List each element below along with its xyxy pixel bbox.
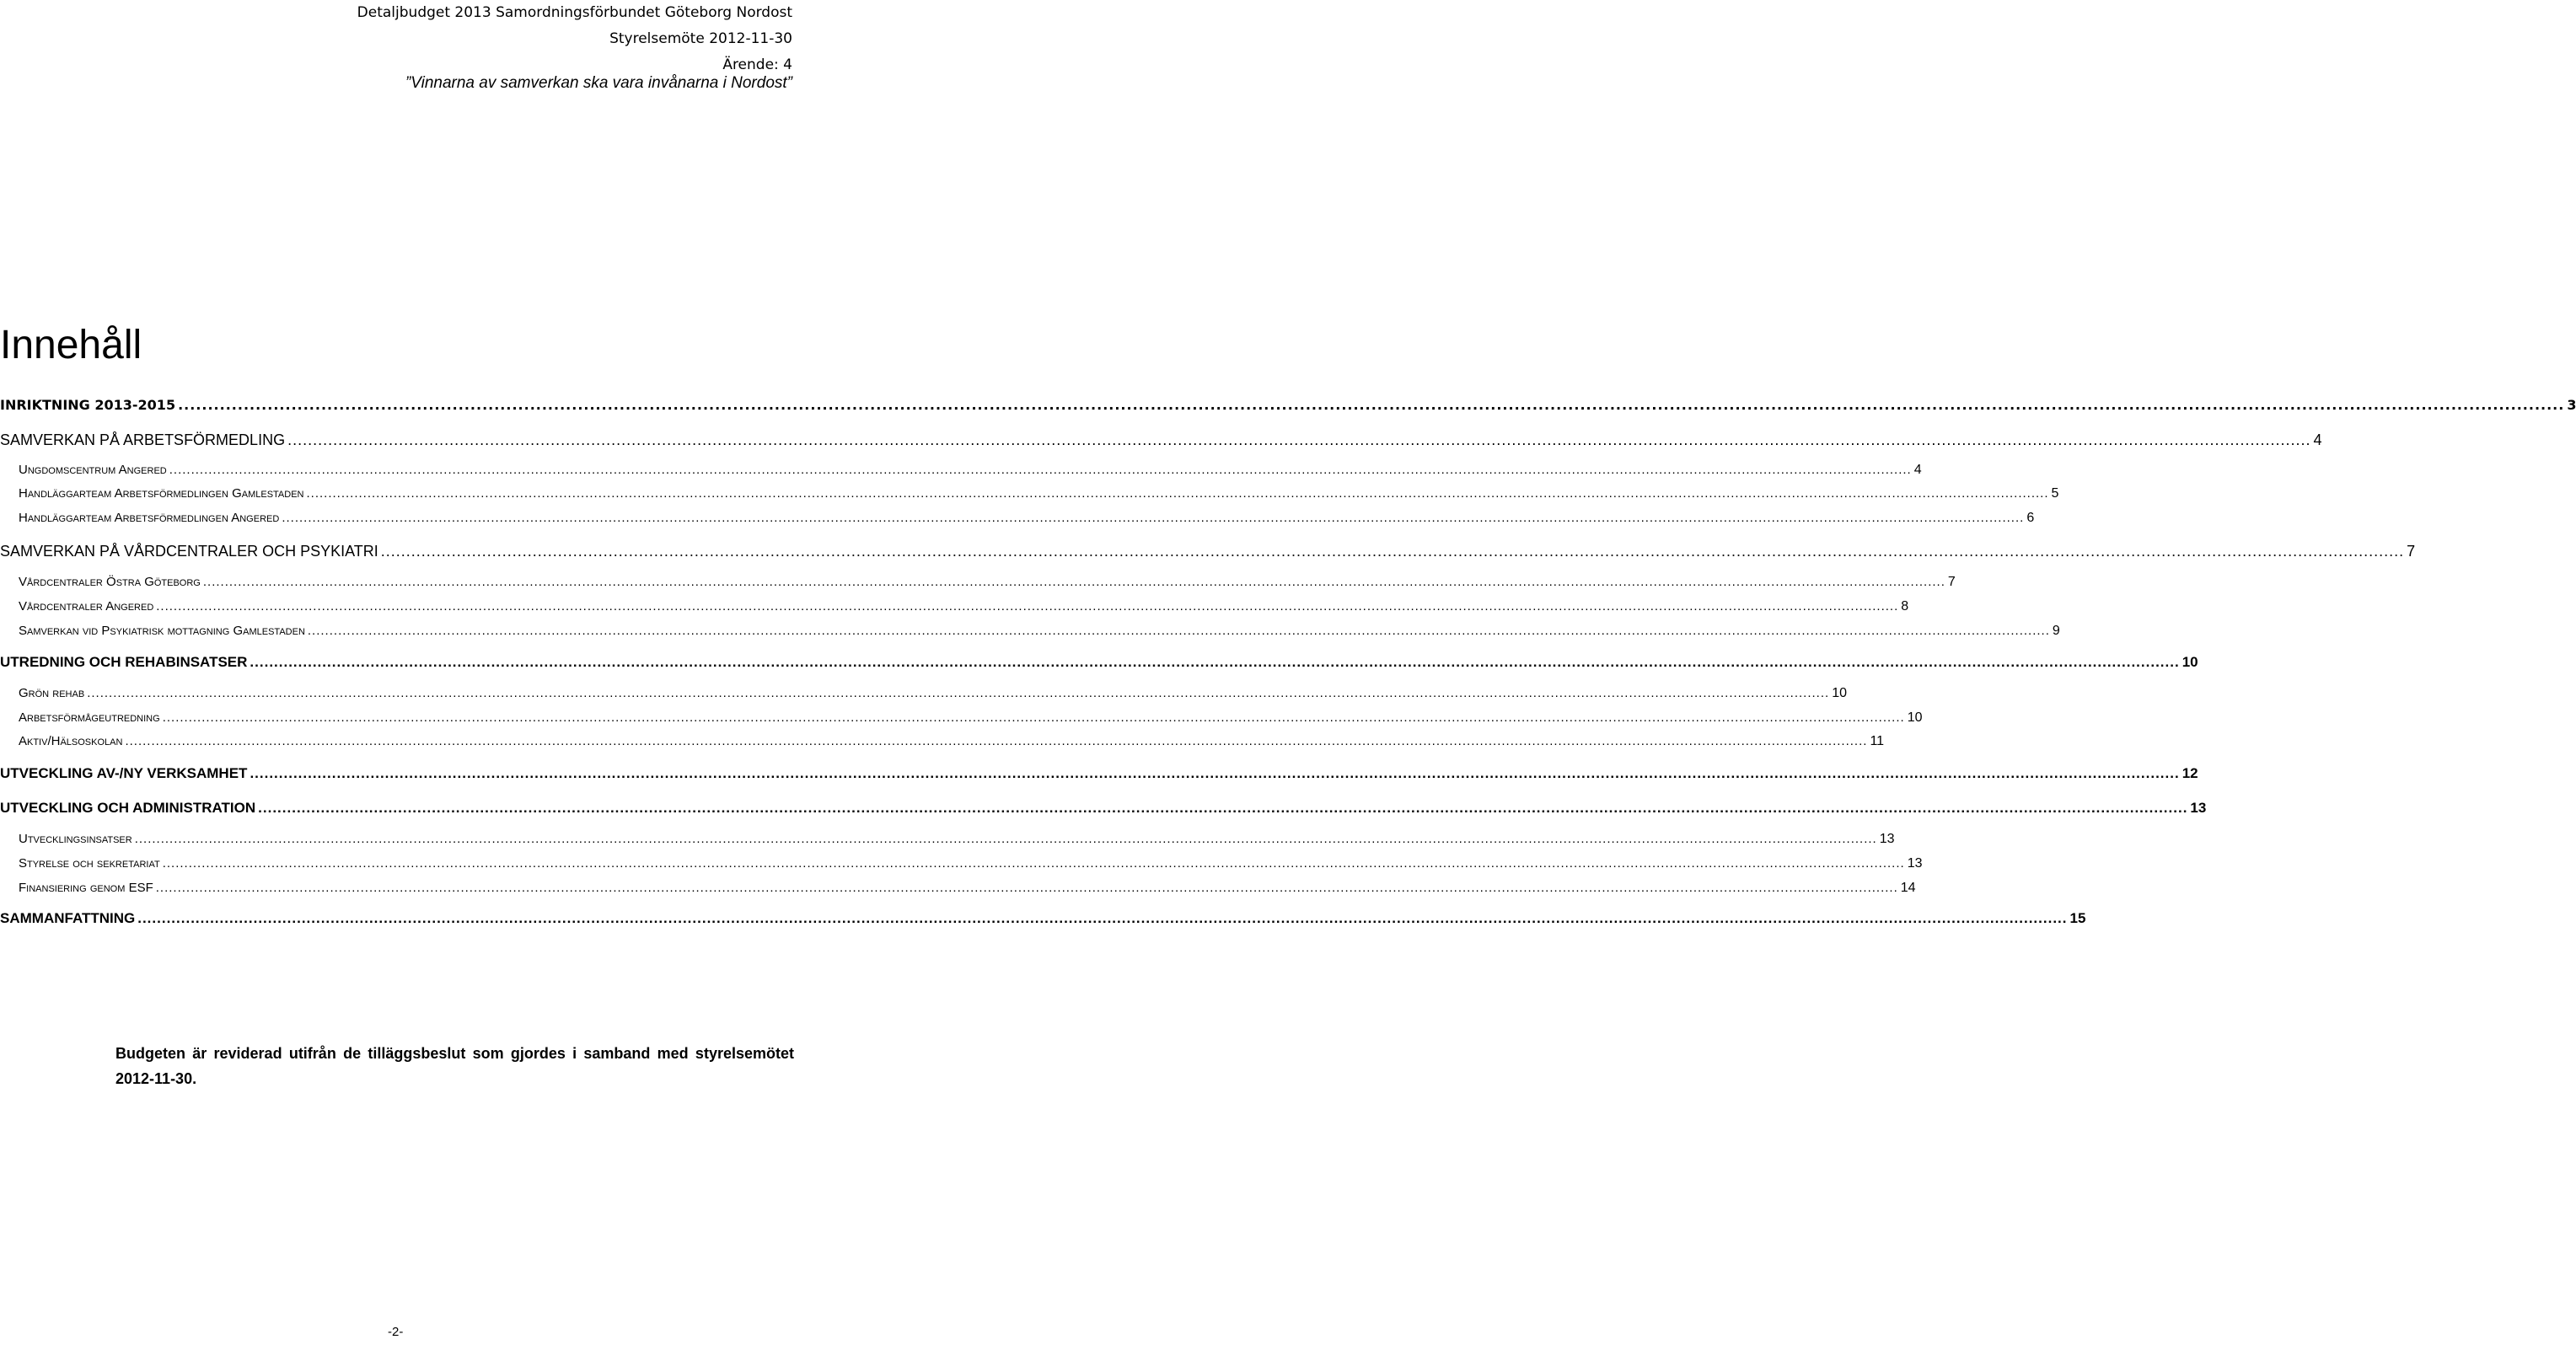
toc-entry[interactable]: UTVECKLING AV-/NY VERKSAMHET ................................................................................................................................................................................................................................................................................................................................................................................................................ 12 — [0, 765, 2198, 781]
toc-entry[interactable]: Vårdcentraler Östra Göteborg ................................................................................................................................................................................................................................................................................................................................................................................................................ 7 — [19, 575, 1956, 589]
toc-entry[interactable]: INRIKTNING 2013-2015 ................................................................................................................................................................................................................................................................................................................................................................................................................ 3 — [0, 397, 2576, 413]
header-title: Detaljbudget 2013 Samordningsförbundet Göteborg Nordost — [357, 4, 792, 21]
toc-title: Innehåll — [0, 323, 142, 367]
header-meeting: Styrelsemöte 2012-11-30 — [609, 30, 792, 47]
toc-entry[interactable]: Samverkan vid Psykiatrisk mottagning Gamlestaden ................................................................................................................................................................................................................................................................................................................................................................................................................ 9 — [19, 624, 2060, 638]
toc-entry[interactable]: UTVECKLING OCH ADMINISTRATION ................................................................................................................................................................................................................................................................................................................................................................................................................ 13 — [0, 800, 2207, 816]
toc-entry[interactable]: Utvecklingsinsatser ................................................................................................................................................................................................................................................................................................................................................................................................................ 13 — [19, 832, 1895, 846]
toc-entry[interactable]: UTREDNING OCH REHABINSATSER ................................................................................................................................................................................................................................................................................................................................................................................................................ 10 — [0, 654, 2198, 670]
toc-entry[interactable]: Ungdomscentrum Angered ................................................................................................................................................................................................................................................................................................................................................................................................................ 4 — [19, 463, 1922, 477]
toc-entry[interactable]: Vårdcentraler Angered ................................................................................................................................................................................................................................................................................................................................................................................................................ 8 — [19, 599, 1909, 614]
toc-entry[interactable]: Aktiv/Hälsoskolan ................................................................................................................................................................................................................................................................................................................................................................................................................ 11 — [19, 734, 1885, 748]
page-number: -2- — [388, 1325, 404, 1339]
toc-entry[interactable]: SAMVERKAN PÅ VÅRDCENTRALER OCH PSYKIATRI ................................................................................................................................................................................................................................................................................................................................................................................................................ 7 — [0, 543, 2416, 560]
toc-entry[interactable]: SAMMANFATTNING ................................................................................................................................................................................................................................................................................................................................................................................................................ 15 — [0, 910, 2086, 926]
revision-note: Budgeten är reviderad utifrån de tilläggsbeslut som gjordes i samband med styrelsemötet 2012-11-30. — [115, 1045, 794, 1087]
toc-entry[interactable]: Arbetsförmågeutredning ................................................................................................................................................................................................................................................................................................................................................................................................................ 10 — [19, 710, 1923, 725]
motto: ”Vinnarna av samverkan ska vara invånarna i Nordost” — [405, 74, 792, 92]
toc-entry[interactable]: Styrelse och sekretariat ................................................................................................................................................................................................................................................................................................................................................................................................................ 13 — [19, 856, 1923, 871]
toc-entry[interactable]: Finansiering genom ESF ................................................................................................................................................................................................................................................................................................................................................................................................................ 14 — [19, 881, 1916, 895]
toc-entry[interactable]: SAMVERKAN PÅ ARBETSFÖRMEDLING ................................................................................................................................................................................................................................................................................................................................................................................................................ 4 — [0, 431, 2322, 448]
toc-entry[interactable]: Handläggarteam Arbetsförmedlingen Angered ................................................................................................................................................................................................................................................................................................................................................................................................................ 6 — [19, 511, 2035, 525]
document-header — [357, 0, 792, 78]
toc-entry[interactable]: Grön rehab ................................................................................................................................................................................................................................................................................................................................................................................................................ 10 — [19, 686, 1847, 700]
header-item: Ärende: 4 — [722, 56, 792, 73]
toc-entry[interactable]: Handläggarteam Arbetsförmedlingen Gamlestaden ................................................................................................................................................................................................................................................................................................................................................................................................................ 5 — [19, 486, 2059, 501]
